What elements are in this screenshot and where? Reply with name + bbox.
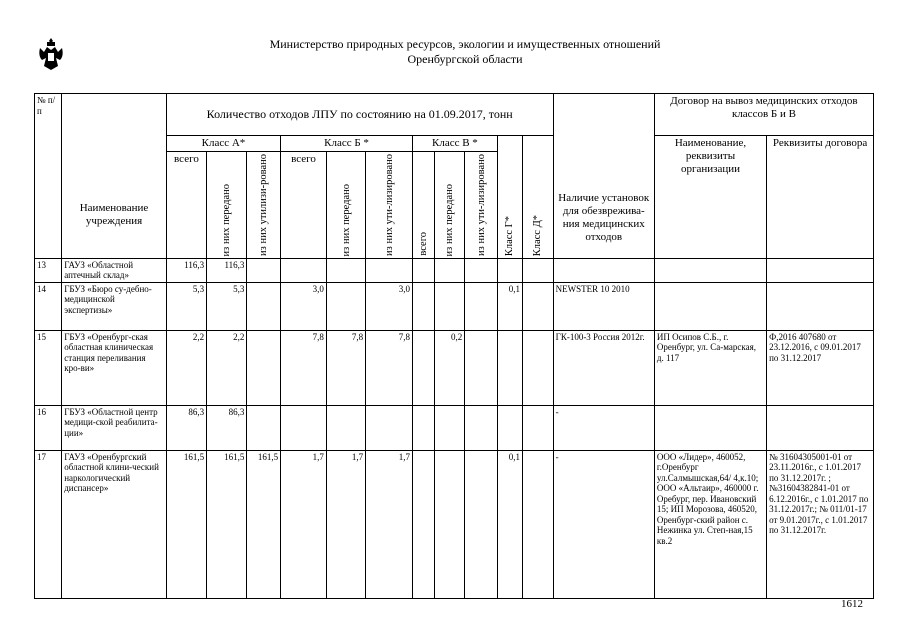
cell-v-util <box>465 282 498 330</box>
col-header-class-a: Класс А* <box>166 136 280 152</box>
cell-org <box>654 258 766 282</box>
col-header-b-transferred: из них передано <box>326 152 365 259</box>
cell-a-total: 2,2 <box>166 330 206 405</box>
col-header-b-total: всего <box>281 152 327 259</box>
cell-a-total: 5,3 <box>166 282 206 330</box>
cell-d <box>522 330 553 405</box>
table-row <box>35 282 874 330</box>
cell-req: Ф,2016 407680 от 23.12.2016, с 09.01.2017 по 31.12.2017 <box>767 330 874 405</box>
header-line-1: Министерство природных ресурсов, экологии и имущественных отношений <box>269 37 661 51</box>
cell-a-trans: 5,3 <box>207 282 247 330</box>
cell-v-trans: 0,2 <box>434 330 465 405</box>
coat-of-arms-icon <box>36 36 66 72</box>
cell-n: 17 <box>35 450 62 598</box>
cell-name: ГАУЗ «Областной аптечный склад» <box>62 258 167 282</box>
cell-b-util: 3,0 <box>366 282 413 330</box>
col-header-class-g: Класс Г* <box>497 136 522 259</box>
cell-org <box>654 282 766 330</box>
cell-d <box>522 405 553 450</box>
cell-n: 13 <box>35 258 62 282</box>
cell-a-total: 161,5 <box>166 450 206 598</box>
cell-name: ГБУЗ «Бюро су-дебно-медицинской экспертизы» <box>62 282 167 330</box>
col-header-quantity: Количество отходов ЛПУ по состоянию на 01.09.2017, тонн <box>166 94 553 136</box>
cell-g: 0,1 <box>497 450 522 598</box>
col-header-name: Наименование учреждения <box>62 94 167 259</box>
cell-a-util <box>247 258 281 282</box>
cell-name: ГБУЗ «Оренбург-ская областная клиническая станция переливания кро-ви» <box>62 330 167 405</box>
cell-b-total: 7,8 <box>281 330 327 405</box>
cell-install: - <box>553 405 654 450</box>
cell-v-total <box>412 330 434 405</box>
cell-n: 15 <box>35 330 62 405</box>
cell-v-util <box>465 405 498 450</box>
cell-name: ГАУЗ «Оренбургский областной клини-ческий наркологический диспансер» <box>62 450 167 598</box>
cell-a-util: 161,5 <box>247 450 281 598</box>
cell-a-total: 86,3 <box>166 405 206 450</box>
waste-table <box>34 93 874 599</box>
cell-v-util <box>465 330 498 405</box>
col-header-v-utilized: из них ути-лизировано <box>465 152 498 259</box>
cell-v-util <box>465 450 498 598</box>
cell-g: 0,1 <box>497 282 522 330</box>
cell-name: ГБУЗ «Областной центр медици-ской реабилита-ции» <box>62 405 167 450</box>
cell-b-util <box>366 405 413 450</box>
col-header-class-b: Класс Б * <box>281 136 413 152</box>
table-row <box>35 258 874 282</box>
cell-org: ИП Осипов С.Б., г. Оренбург, ул. Са-марская, д. 117 <box>654 330 766 405</box>
cell-b-trans <box>326 258 365 282</box>
cell-g <box>497 330 522 405</box>
col-header-num: № п/ п <box>35 94 62 259</box>
cell-v-total <box>412 450 434 598</box>
cell-v-trans <box>434 405 465 450</box>
col-header-v-transferred: из них передано <box>434 152 465 259</box>
cell-d <box>522 258 553 282</box>
cell-g <box>497 258 522 282</box>
cell-b-total: 1,7 <box>281 450 327 598</box>
cell-org <box>654 405 766 450</box>
cell-a-trans: 161,5 <box>207 450 247 598</box>
page-number: 1612 <box>841 598 863 610</box>
cell-b-util: 7,8 <box>366 330 413 405</box>
cell-req: № 31604305001-01 от 23.11.2016г., с 1.01.2017 по 31.12.2017г. ; №31604382841-01 от 6.12.2016г., с 1.01.2017 по 31.12.2017г.; № 011/01-17 от 9.01.2017г., с 1.01.2017 по 31.12.2017г. <box>767 450 874 598</box>
cell-install <box>553 258 654 282</box>
cell-b-trans: 7,8 <box>326 330 365 405</box>
table-row <box>35 450 874 598</box>
cell-a-trans: 2,2 <box>207 330 247 405</box>
cell-req <box>767 405 874 450</box>
cell-install: ГК-100-3 Россия 2012г. <box>553 330 654 405</box>
cell-b-total <box>281 405 327 450</box>
col-header-a-utilized: из них утилизи-ровано <box>247 152 281 259</box>
cell-install: - <box>553 450 654 598</box>
cell-a-util <box>247 282 281 330</box>
cell-v-total <box>412 282 434 330</box>
cell-a-trans: 116,3 <box>207 258 247 282</box>
cell-b-trans: 1,7 <box>326 450 365 598</box>
cell-d <box>522 450 553 598</box>
col-header-b-utilized: из них ути-лизировано <box>366 152 413 259</box>
cell-v-total <box>412 405 434 450</box>
col-header-a-transferred: из них передано <box>207 152 247 259</box>
cell-v-trans <box>434 282 465 330</box>
cell-v-total <box>412 258 434 282</box>
cell-req <box>767 258 874 282</box>
col-header-installations: Наличие установок для обезврежива-ния медицинских отходов <box>553 94 654 259</box>
cell-b-trans <box>326 282 365 330</box>
cell-a-trans: 86,3 <box>207 405 247 450</box>
col-header-class-d: Класс Д* <box>522 136 553 259</box>
table-row <box>35 405 874 450</box>
cell-b-util: 1,7 <box>366 450 413 598</box>
col-header-v-total: всего <box>412 152 434 259</box>
header-line-2: Оренбургской области <box>407 52 523 66</box>
cell-v-trans <box>434 450 465 598</box>
col-header-class-v: Класс В * <box>412 136 497 152</box>
cell-b-trans <box>326 405 365 450</box>
cell-d <box>522 282 553 330</box>
col-header-org: Наименование, реквизиты организации <box>654 136 766 259</box>
cell-org: ООО «Лидер», 460052, г.Оренбург ул.Салмышская,64/ 4,к.10; ООО «Альтаир», 460000 г. Оребург, пер. Ивановский 15; ИП Морозова, 460520, Оренбург-ский район с. Нежинка ул. Степ-ная,15 кв.2 <box>654 450 766 598</box>
col-header-a-total: всего <box>166 152 206 259</box>
table-row <box>35 330 874 405</box>
cell-a-util <box>247 405 281 450</box>
cell-v-util <box>465 258 498 282</box>
cell-a-total: 116,3 <box>166 258 206 282</box>
cell-v-trans <box>434 258 465 282</box>
cell-req <box>767 282 874 330</box>
cell-a-util <box>247 330 281 405</box>
col-header-requisites: Реквизиты договора <box>767 136 874 259</box>
col-header-contract: Договор на вывоз медицинских отходов классов Б и В <box>654 94 873 136</box>
cell-b-total <box>281 258 327 282</box>
cell-n: 14 <box>35 282 62 330</box>
cell-g <box>497 405 522 450</box>
cell-n: 16 <box>35 405 62 450</box>
ministry-header <box>140 37 790 67</box>
cell-install: NEWSTER 10 2010 <box>553 282 654 330</box>
cell-b-total: 3,0 <box>281 282 327 330</box>
cell-b-util <box>366 258 413 282</box>
